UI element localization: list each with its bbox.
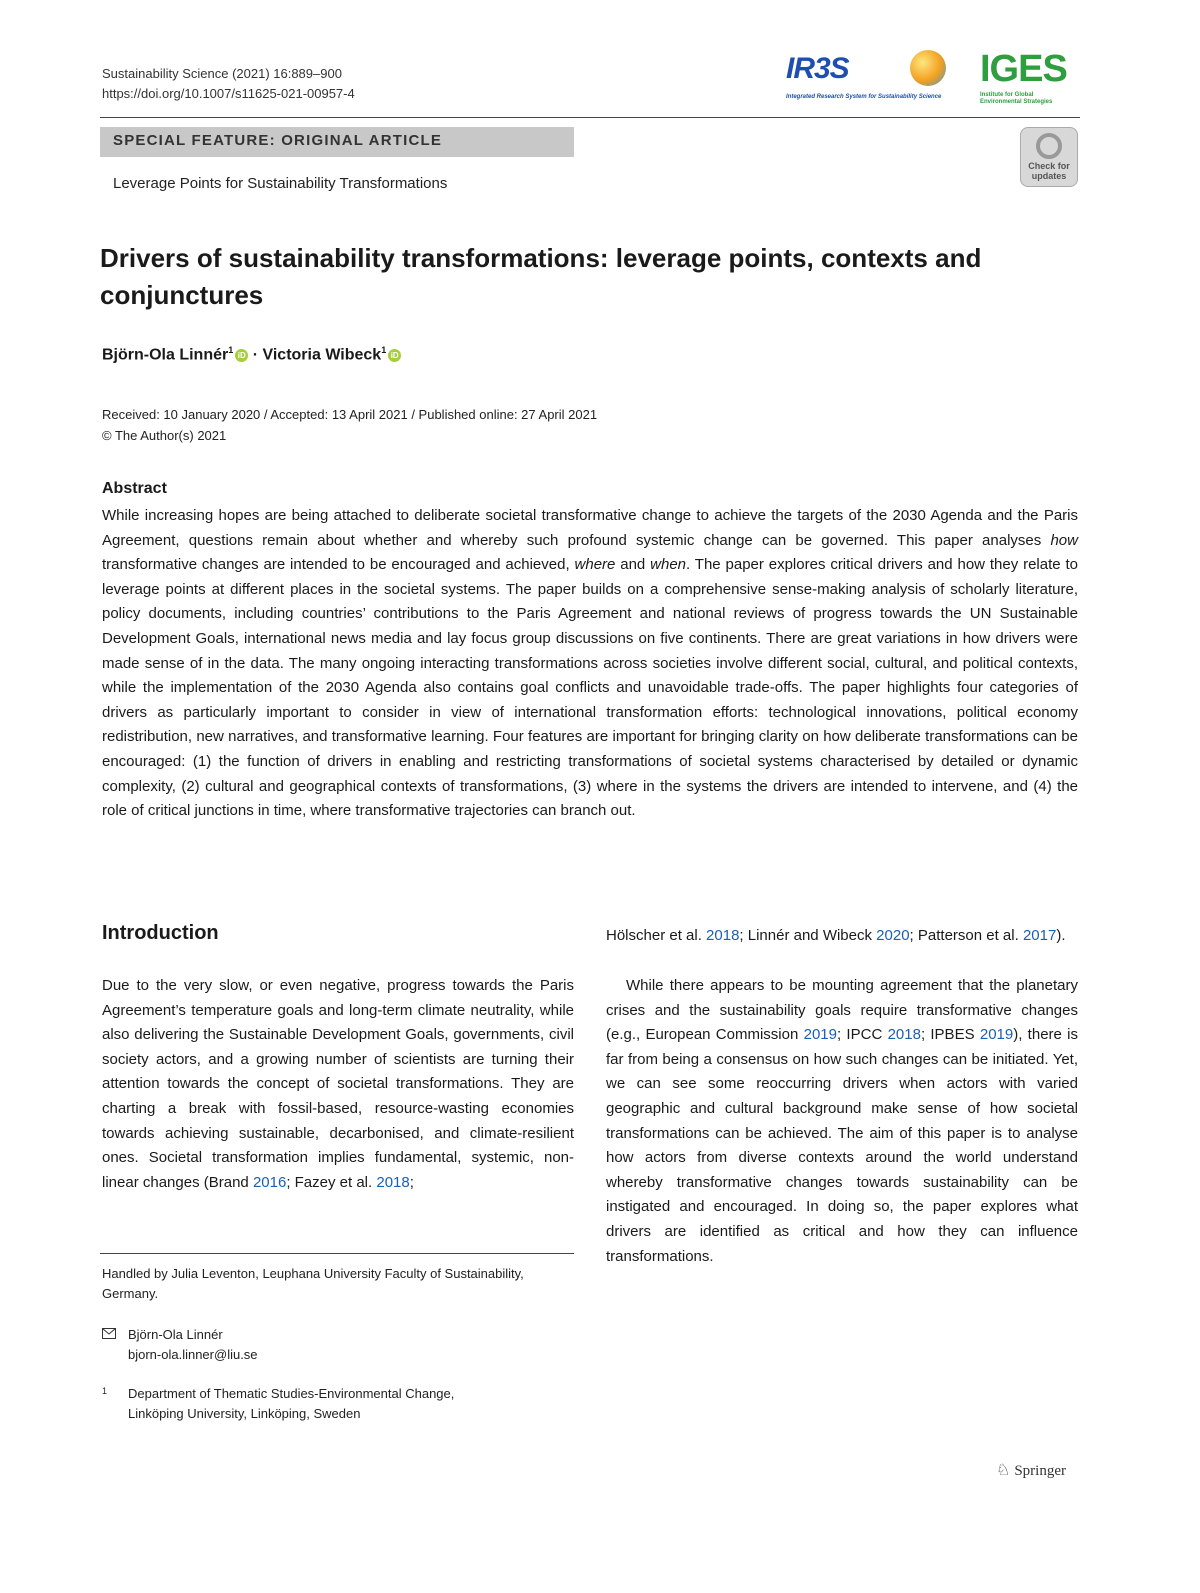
editor-note: Handled by Julia Leventon, Leuphana University Faculty of Sustainability, Germany. bbox=[102, 1266, 524, 1301]
iges-logo: IGES bbox=[980, 48, 1067, 90]
author-separator: · bbox=[248, 346, 263, 364]
body-text: ; Linnér and Wibeck bbox=[739, 927, 877, 944]
journal-meta bbox=[102, 64, 355, 104]
affiliation-line: Linköping University, Linköping, Sweden bbox=[128, 1406, 361, 1421]
citation-link[interactable]: 2018 bbox=[887, 1026, 921, 1044]
ir3s-logo: IR3S bbox=[786, 52, 849, 85]
body-text: While there appears to be mounting agreement that the planetary crises and the sustainability goals require transformative changes (e.g., European Commission bbox=[606, 977, 1078, 1044]
author-name[interactable]: Victoria Wibeck bbox=[262, 346, 382, 364]
publication-history bbox=[102, 404, 597, 446]
partner-logos bbox=[786, 48, 1082, 110]
publisher-logo bbox=[996, 1460, 1066, 1480]
abstract-segment: transformative changes are intended to be encouraged and achieved, bbox=[102, 556, 575, 574]
feature-topic: Leverage Points for Sustainability Transformations bbox=[113, 175, 448, 192]
introduction-paragraph bbox=[102, 974, 574, 1195]
orcid-icon[interactable]: iD bbox=[388, 349, 401, 362]
footnote-rule bbox=[100, 1253, 574, 1254]
springer-horse-icon: ♘ bbox=[996, 1462, 1011, 1479]
corresponding-author-email[interactable]: bjorn-ola.linner@liu.se bbox=[128, 1347, 258, 1362]
introduction-paragraph bbox=[606, 974, 1078, 1269]
affiliation-number: 1 bbox=[102, 1386, 108, 1396]
body-text: ), there is far from being a consensus on how such changes can be initiated. Yet, we can see some reoccurring drivers when actors with varied geographic and cultural background make sense of how societal transformations can be achieved. The aim of this paper is to analyse how actors from diverse contexts around the world understand whereby transformative changes towards sustainability can be instigated and encouraged. In doing so, the paper explores what drivers are identified as critical and how they can influence transformations. bbox=[606, 1026, 1078, 1265]
citation-link[interactable]: 2019 bbox=[803, 1026, 837, 1044]
body-text: ; bbox=[409, 1173, 414, 1191]
body-text: Hölscher et al. bbox=[606, 927, 707, 944]
citation-link[interactable]: 2017 bbox=[1022, 927, 1057, 944]
abstract-emphasis: how bbox=[1050, 531, 1078, 549]
copyright-notice: © The Author(s) 2021 bbox=[102, 428, 227, 443]
abstract-heading: Abstract bbox=[102, 480, 167, 497]
corresponding-author bbox=[102, 1325, 402, 1369]
abstract-emphasis: when bbox=[650, 556, 687, 574]
abstract-segment: . The paper explores critical drivers and how they relate to leverage points at different places in the societal systems. The paper builds on a comprehensive sense-making analysis of scholarly literature, policy documents, including countries’ contributions to the Paris Agreement and national reviews of progress towards the UN Sustainable Development Goals, international news media and lay focus group discussions on five continents. There are great variations in how drivers were made sense of in the data. The many ongoing interacting transformations across societies involve different social, cultural, and political contexts, while the implementation of the 2030 Agenda also contains goal conflicts and unavoidable trade-offs. The paper highlights four categories of drivers as particularly important to consider in view of international transformation efforts: technological innovations, political economy redistribution, new narratives, and transformative learning. Four features are important for bringing clarity on how deliberate transformations can be encouraged: (1) the function of drivers in enabling and restricting transformations of societal systems characterised by detailed or dynamic complexity, (2) cultural and geographical contexts of transformations, (3) where in the systems the drivers are intended to intervene, and (4) the role of critical junctions in time, where transformative trajectories can branch out. bbox=[102, 556, 1078, 820]
publisher-name: Springer bbox=[1014, 1463, 1067, 1479]
header-rule bbox=[100, 117, 1080, 118]
publication-dates: Received: 10 January 2020 / Accepted: 13 April 2021 / Published online: 27 April 2021 bbox=[102, 407, 598, 422]
check-updates-icon bbox=[1036, 133, 1062, 159]
citation-link[interactable]: 2016 bbox=[252, 1173, 287, 1191]
affiliation-line: Department of Thematic Studies-Environmental Change, bbox=[128, 1386, 455, 1401]
abstract-text bbox=[102, 504, 1078, 824]
corresponding-author-name: Björn-Ola Linnér bbox=[128, 1327, 223, 1342]
feature-label: SPECIAL FEATURE: ORIGINAL ARTICLE bbox=[113, 132, 443, 149]
author-affiliation-marker: 1 bbox=[228, 345, 234, 355]
introduction-heading: Introduction bbox=[102, 922, 219, 944]
body-text: ; Patterson et al. bbox=[909, 927, 1023, 944]
affiliation bbox=[102, 1384, 572, 1428]
orcid-icon[interactable]: iD bbox=[235, 349, 248, 362]
body-text: ; Fazey et al. bbox=[286, 1173, 377, 1191]
ir3s-globe-icon bbox=[910, 50, 946, 86]
abstract-segment: While increasing hopes are being attached to deliberate societal transformative change to achieve the targets of the 2030 Agenda and the Paris Agreement, questions remain about whether and whereby such profound systemic change can be governed. This paper analyses bbox=[102, 507, 1078, 549]
abstract-emphasis: where bbox=[574, 556, 616, 574]
citation-link[interactable]: 2018 bbox=[706, 927, 740, 944]
author-name[interactable]: Björn-Ola Linnér bbox=[102, 346, 229, 364]
doi-link[interactable]: https://doi.org/10.1007/s11625-021-00957-4 bbox=[102, 86, 355, 101]
body-text: Due to the very slow, or even negative, progress towards the Paris Agreement’s temperature goals and long-term climate neutrality, while also delivering the Sustainable Development Goals, governments, civil society actors, and a growing number of scientists are turning their attention towards the concept of societal transformations. They are charting a break with fossil-based, resource-wasting economies towards achieving sustainable, decarbonised, and climate-resilient ones. Societal transformation implies fundamental, systemic, non-linear changes (Brand bbox=[102, 977, 574, 1191]
body-text: ; IPBES bbox=[920, 1026, 980, 1044]
article-title: Drivers of sustainability transformations: leverage points, contexts and conjunctures bbox=[100, 243, 982, 310]
body-text: ). bbox=[1056, 927, 1066, 944]
citation-link[interactable]: 2019 bbox=[979, 1026, 1014, 1044]
citation-link[interactable]: 2020 bbox=[876, 927, 910, 944]
body-text: ; IPCC bbox=[836, 1026, 888, 1044]
envelope-icon bbox=[102, 1325, 122, 1345]
iges-logo-subtitle: Institute for Global Environmental Strategies bbox=[980, 92, 1053, 105]
author-list bbox=[102, 345, 401, 364]
introduction-continuation bbox=[606, 924, 1078, 949]
check-updates-label: Check for updates bbox=[1028, 161, 1070, 181]
journal-citation: Sustainability Science (2021) 16:889–900 bbox=[102, 66, 342, 81]
author-affiliation-marker: 1 bbox=[381, 345, 387, 355]
citation-link[interactable]: 2018 bbox=[376, 1173, 410, 1191]
ir3s-logo-subtitle: Integrated Research System for Sustainability Science bbox=[786, 94, 942, 100]
abstract-segment: and bbox=[615, 556, 651, 574]
check-for-updates-button[interactable] bbox=[1020, 127, 1078, 187]
